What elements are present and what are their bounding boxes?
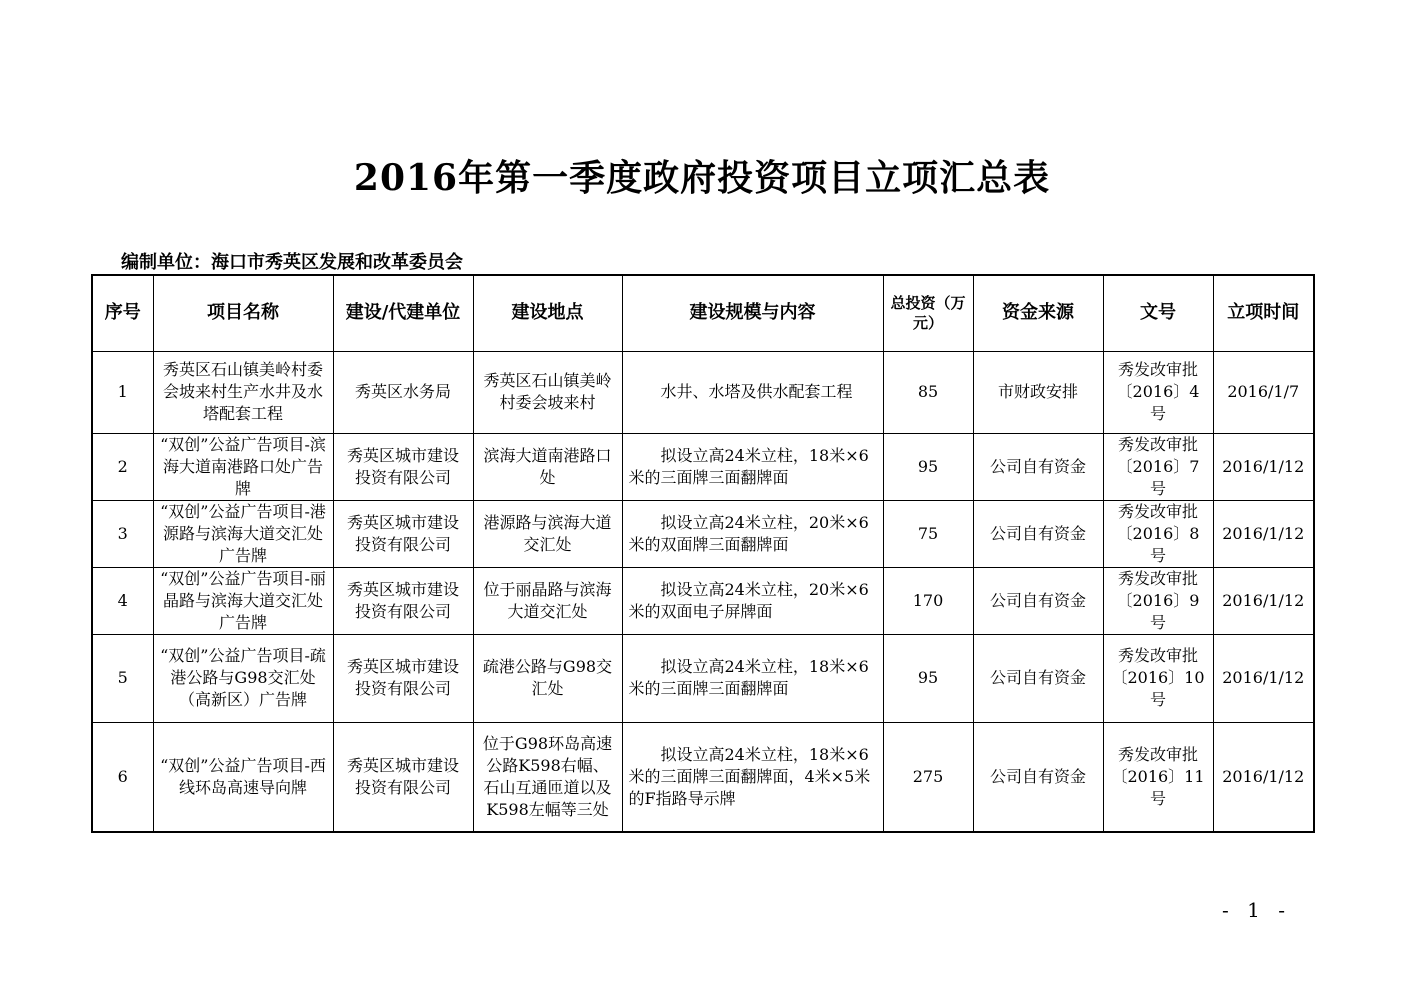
cell-doc-no: 秀发改审批〔2016〕10号	[1103, 634, 1213, 722]
cell-scale: 拟设立高24米立柱，20米×6米的双面牌三面翻牌面	[622, 500, 883, 567]
cell-funding: 公司自有资金	[973, 722, 1103, 832]
cell-seq: 5	[92, 634, 153, 722]
cell-date: 2016/1/12	[1213, 634, 1314, 722]
header-name: 项目名称	[153, 275, 333, 351]
cell-funding: 公司自有资金	[973, 500, 1103, 567]
cell-date: 2016/1/12	[1213, 567, 1314, 634]
cell-investment: 85	[883, 351, 973, 433]
compiling-unit: 编制单位：海口市秀英区发展和改革委员会	[121, 252, 463, 273]
cell-doc-no: 秀发改审批〔2016〕11号	[1103, 722, 1213, 832]
cell-doc-no: 秀发改审批〔2016〕8号	[1103, 500, 1213, 567]
table-row	[92, 433, 1314, 500]
cell-seq: 4	[92, 567, 153, 634]
cell-funding: 公司自有资金	[973, 634, 1103, 722]
cell-location: 位于G98环岛高速公路K598右幅、石山互通匝道以及K598左幅等三处	[473, 722, 622, 832]
header-date: 立项时间	[1213, 275, 1314, 351]
cell-builder: 秀英区城市建设投资有限公司	[333, 567, 473, 634]
cell-date: 2016/1/7	[1213, 351, 1314, 433]
table-row	[92, 722, 1314, 832]
header-funding: 资金来源	[973, 275, 1103, 351]
project-table	[91, 274, 1315, 833]
cell-investment: 95	[883, 433, 973, 500]
cell-name: “双创”公益广告项目-疏港公路与G98交汇处（高新区）广告牌	[153, 634, 333, 722]
cell-builder: 秀英区城市建设投资有限公司	[333, 722, 473, 832]
cell-investment: 75	[883, 500, 973, 567]
cell-name: “双创”公益广告项目-丽晶路与滨海大道交汇处广告牌	[153, 567, 333, 634]
header-doc-no: 文号	[1103, 275, 1213, 351]
table-row	[92, 500, 1314, 567]
cell-builder: 秀英区城市建设投资有限公司	[333, 433, 473, 500]
cell-doc-no: 秀发改审批〔2016〕7号	[1103, 433, 1213, 500]
cell-location: 滨海大道南港路口处	[473, 433, 622, 500]
cell-name: 秀英区石山镇美岭村委会坡来村生产水井及水塔配套工程	[153, 351, 333, 433]
cell-builder: 秀英区城市建设投资有限公司	[333, 500, 473, 567]
table-header-row	[92, 275, 1314, 351]
cell-scale: 水井、水塔及供水配套工程	[622, 351, 883, 433]
cell-builder: 秀英区城市建设投资有限公司	[333, 634, 473, 722]
header-location: 建设地点	[473, 275, 622, 351]
table-row	[92, 567, 1314, 634]
cell-location: 港源路与滨海大道交汇处	[473, 500, 622, 567]
cell-doc-no: 秀发改审批〔2016〕4号	[1103, 351, 1213, 433]
cell-funding: 市财政安排	[973, 351, 1103, 433]
page-number: - 1 -	[1222, 898, 1291, 922]
cell-builder: 秀英区水务局	[333, 351, 473, 433]
cell-seq: 1	[92, 351, 153, 433]
table-row	[92, 351, 1314, 433]
cell-funding: 公司自有资金	[973, 567, 1103, 634]
document-title: 2016年第一季度政府投资项目立项汇总表	[353, 157, 1051, 199]
cell-investment: 275	[883, 722, 973, 832]
cell-funding: 公司自有资金	[973, 433, 1103, 500]
cell-location: 秀英区石山镇美岭村委会坡来村	[473, 351, 622, 433]
cell-name: “双创”公益广告项目-港源路与滨海大道交汇处广告牌	[153, 500, 333, 567]
cell-doc-no: 秀发改审批〔2016〕9号	[1103, 567, 1213, 634]
cell-seq: 6	[92, 722, 153, 832]
table-row	[92, 634, 1314, 722]
cell-date: 2016/1/12	[1213, 722, 1314, 832]
cell-investment: 170	[883, 567, 973, 634]
cell-scale: 拟设立高24米立柱，18米×6米的三面牌三面翻牌面	[622, 433, 883, 500]
header-investment: 总投资（万元）	[883, 275, 973, 351]
cell-seq: 3	[92, 500, 153, 567]
cell-scale: 拟设立高24米立柱，18米×6米的三面牌三面翻牌面	[622, 634, 883, 722]
cell-investment: 95	[883, 634, 973, 722]
cell-name: “双创”公益广告项目-西线环岛高速导向牌	[153, 722, 333, 832]
header-builder: 建设/代建单位	[333, 275, 473, 351]
cell-scale: 拟设立高24米立柱，20米×6米的双面电子屏牌面	[622, 567, 883, 634]
header-scale: 建设规模与内容	[622, 275, 883, 351]
cell-scale: 拟设立高24米立柱，18米×6米的三面牌三面翻牌面，4米×5米的F指路导示牌	[622, 722, 883, 832]
cell-name: “双创”公益广告项目-滨海大道南港路口处广告牌	[153, 433, 333, 500]
cell-location: 疏港公路与G98交汇处	[473, 634, 622, 722]
header-seq: 序号	[92, 275, 153, 351]
cell-date: 2016/1/12	[1213, 500, 1314, 567]
cell-date: 2016/1/12	[1213, 433, 1314, 500]
cell-location: 位于丽晶路与滨海大道交汇处	[473, 567, 622, 634]
cell-seq: 2	[92, 433, 153, 500]
